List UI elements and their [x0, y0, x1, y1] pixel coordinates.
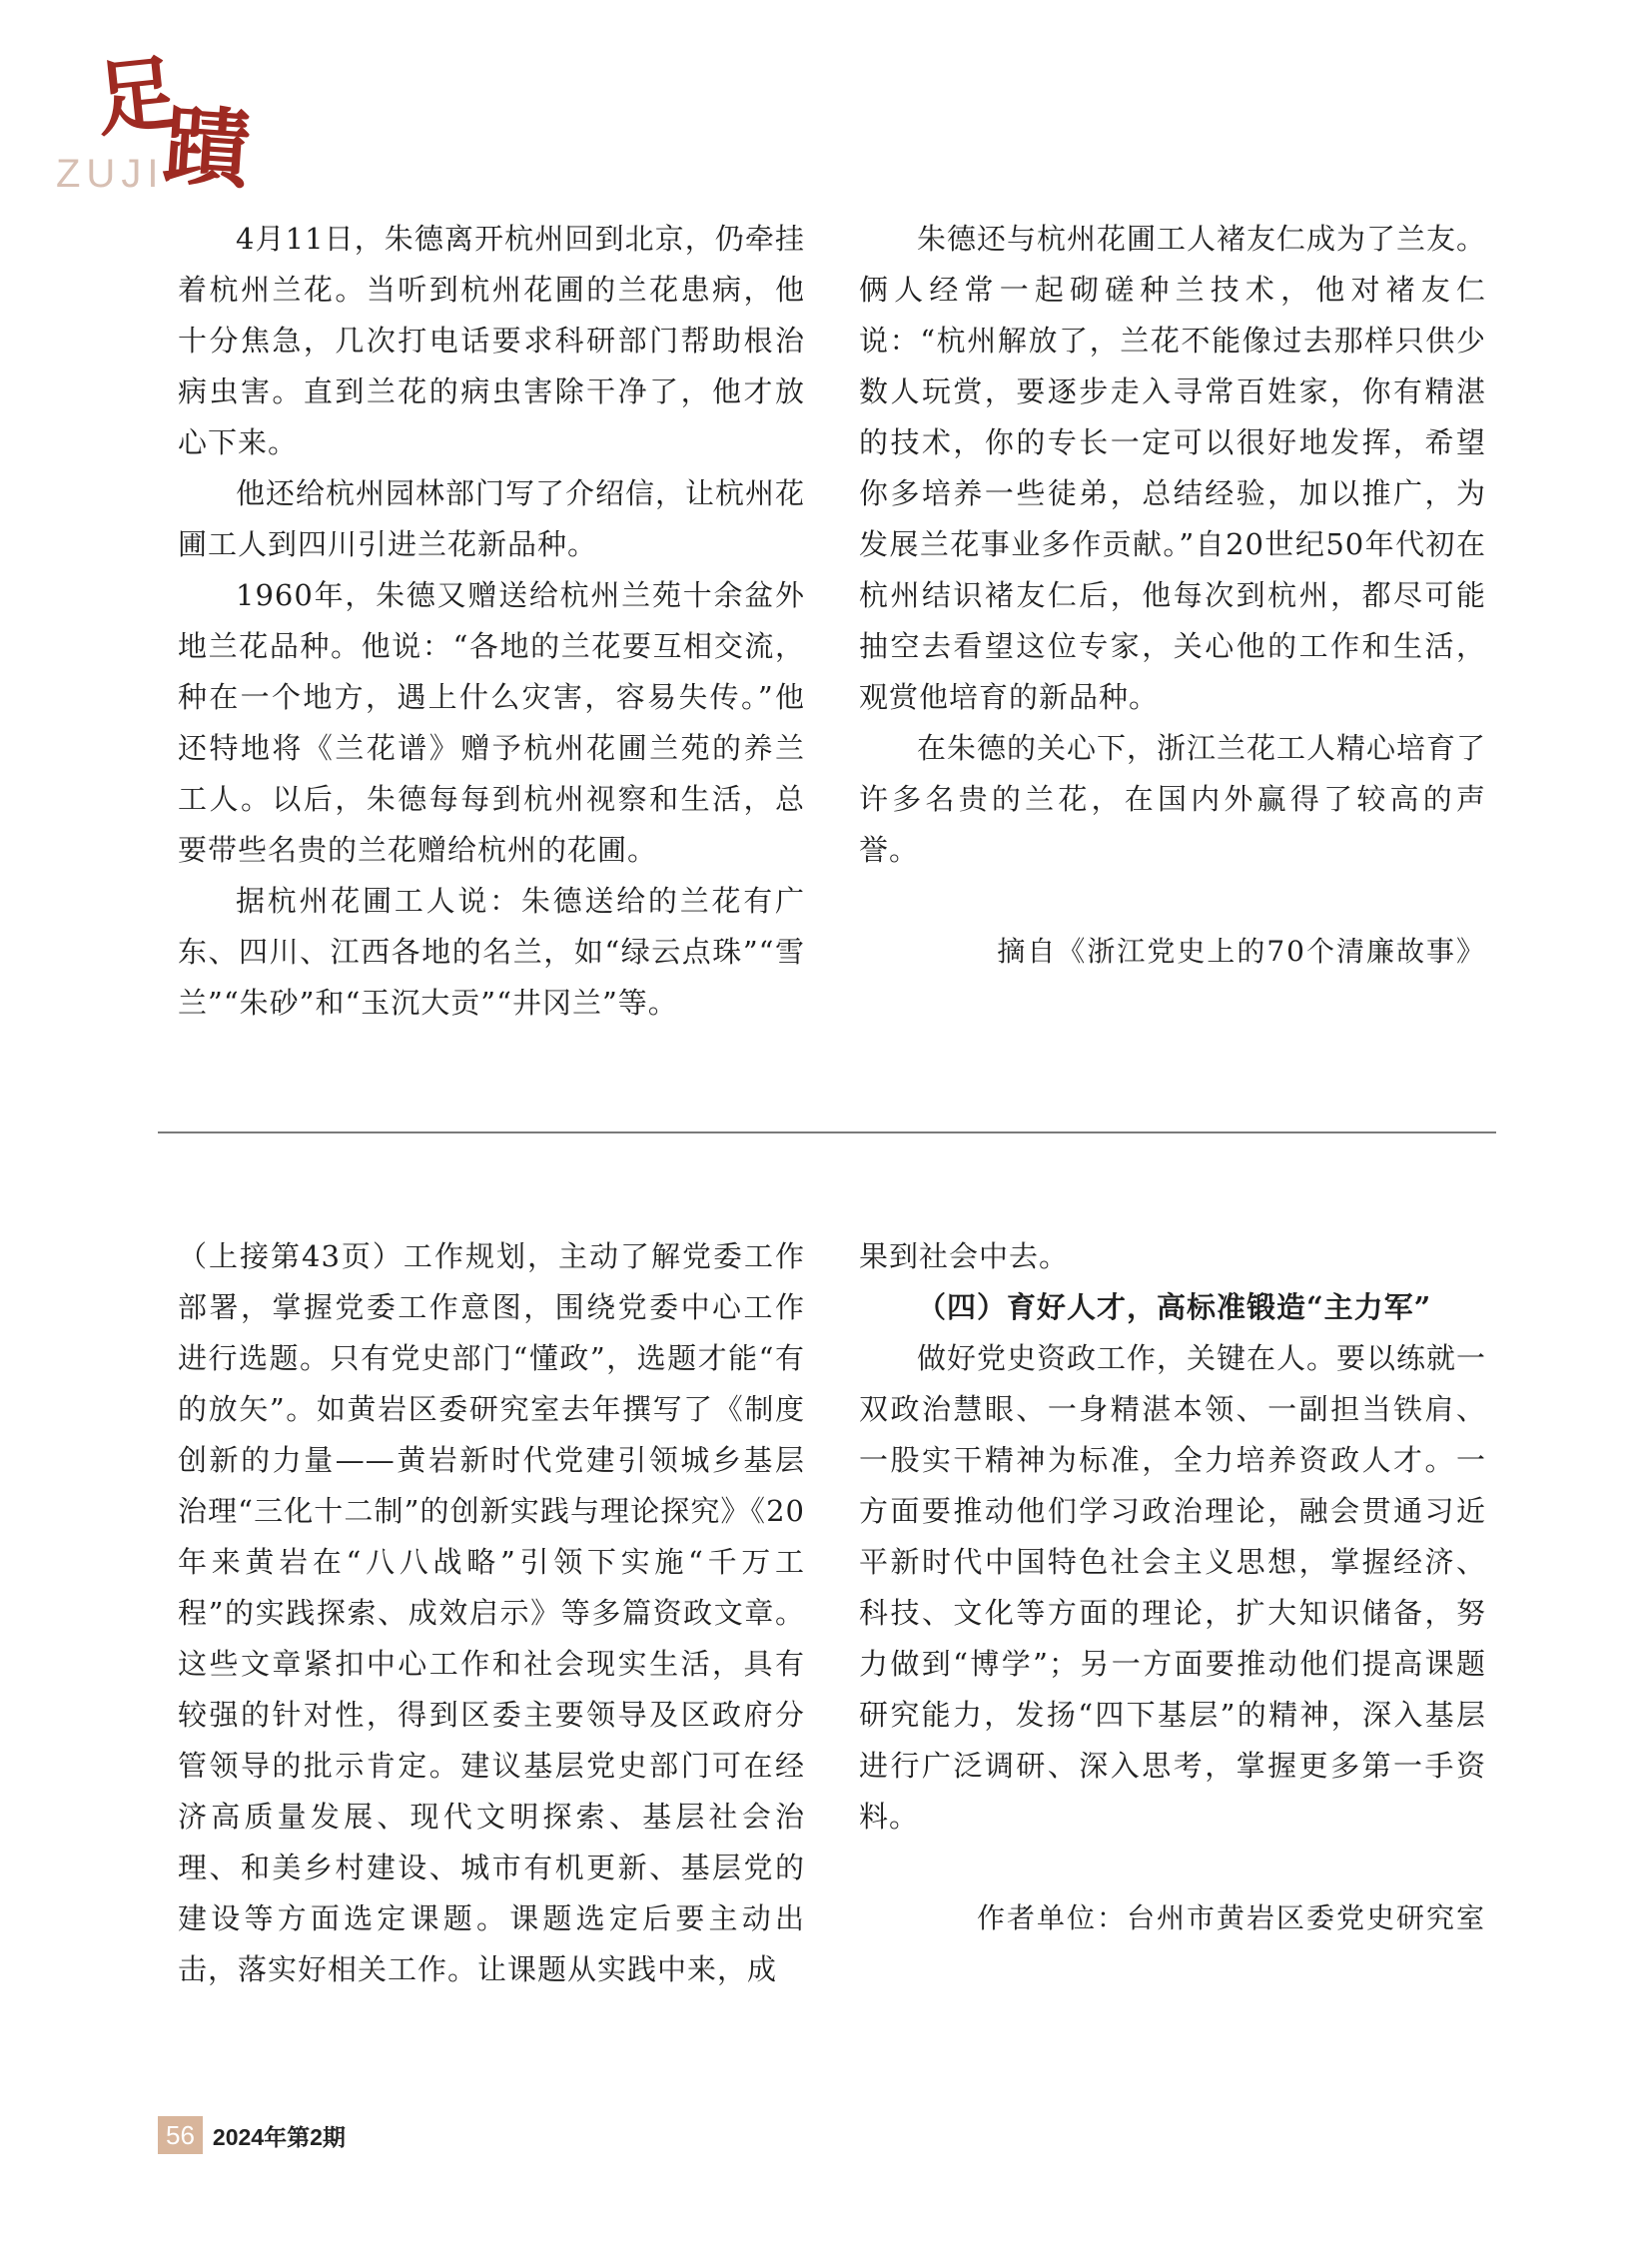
- bottom-article-left-column: [178, 1231, 805, 1995]
- logo-latin: ZUJI: [56, 152, 165, 196]
- paragraph: 做好党史资政工作，关键在人。要以练就一双政治慧眼、一身精湛本领、一副担当铁肩、一股实干精神为标准，全力培养资政人才。一方面要推动他们学习政治理论，融会贯通习近平新时代中国特色社会主义思想，掌握经济、科技、文化等方面的理论，扩大知识储备，努力做到“博学”；另一方面要推动他们提高课题研究能力，发扬“四下基层”的精神，深入基层进行广泛调研、深入思考，掌握更多第一手资料。: [859, 1341, 1487, 1834]
- paragraph: 他还给杭州园林部门写了介绍信，让杭州花圃工人到四川引进兰花新品种。: [178, 476, 806, 561]
- top-article-left-column: [178, 214, 805, 1029]
- page-number: 56: [158, 2116, 203, 2154]
- logo-char-ji: 蹟: [160, 95, 254, 202]
- paragraph: 在朱德的关心下，浙江兰花工人精心培育了许多名贵的兰花，在国内外赢得了较高的声誉。: [859, 731, 1487, 867]
- issue-label: 2024年第2期: [212, 2123, 346, 2150]
- bottom-article-right-column: [859, 1231, 1486, 1943]
- paragraph-continuation: 果到社会中去。: [859, 1239, 1070, 1273]
- logo-char-zu: 足: [91, 44, 183, 150]
- paragraph: 朱德还与杭州花圃工人褚友仁成为了兰友。俩人经常一起砌磋种兰技术，他对褚友仁说：“杭州解放了，兰花不能像过去那样只供少数人玩赏，要逐步走入寻常百姓家，你有精湛的技术，你的专长一定可以很好地发挥，希望你多培养一些徒弟，总结经验，加以推广，为发展兰花事业多作贡献。”自20世纪50年代初在杭州结识褚友仁后，他每次到杭州，都尽可能抽空去看望这位专家，关心他的工作和生活，观赏他培育的新品种。: [859, 222, 1487, 714]
- paragraph: 据杭州花圃工人说：朱德送给的兰花有广东、四川、江西各地的名兰，如“绿云点珠”“雪兰”“朱砂”和“玉沉大贡”“井冈兰”等。: [178, 884, 805, 1020]
- source-citation: 摘自《浙江党史上的70个清廉故事》: [997, 935, 1486, 968]
- paragraph: 4月11日，朱德离开杭州回到北京，仍牵挂着杭州兰花。当听到杭州花圃的兰花患病，他十分焦急，几次打电话要求科研部门帮助根治病虫害。直到兰花的病虫害除干净了，他才放心下来。: [178, 222, 805, 459]
- page-footer: [158, 2115, 346, 2155]
- top-article-right-column: [859, 214, 1486, 977]
- section-divider: [158, 1131, 1496, 1133]
- paragraph: （上接第43页）工作规划，主动了解党委工作部署，掌握党委工作意图，围绕党委中心工作进行选题。只有党史部门“懂政”，选题才能“有的放矢”。如黄岩区委研究室去年撰写了《制度创新的力量——黄岩新时代党建引领城乡基层治理“三化十二制”的创新实践与理论探究》《20年来黄岩在“八八战略”引领下实施“千万工程”的实践探索、成效启示》等多篇资政文章。这些文章紧扣中心工作和社会现实生活，具有较强的针对性，得到区委主要领导及区政府分管领导的批示肯定。建议基层党史部门可在经济高质量发展、现代文明探索、基层社会治理、和美乡村建设、城市有机更新、基层党的建设等方面选定课题。课题选定后要主动出击，落实好相关工作。让课题从实践中来，成: [178, 1239, 805, 1986]
- paragraph: 1960年，朱德又赠送给杭州兰苑十余盆外地兰花品种。他说：“各地的兰花要互相交流，种在一个地方，遇上什么灾害，容易失传。”他还特地将《兰花谱》赠予杭州花圃兰苑的养兰工人。以后，朱德每每到杭州视察和生活，总要带些名贵的兰花赠给杭州的花圃。: [178, 578, 805, 867]
- zuji-logo: [52, 44, 254, 202]
- section-heading: （四）育好人才，高标准锻造“主力军”: [917, 1290, 1432, 1324]
- author-affiliation: 作者单位：台州市黄岩区委党史研究室: [976, 1901, 1486, 1934]
